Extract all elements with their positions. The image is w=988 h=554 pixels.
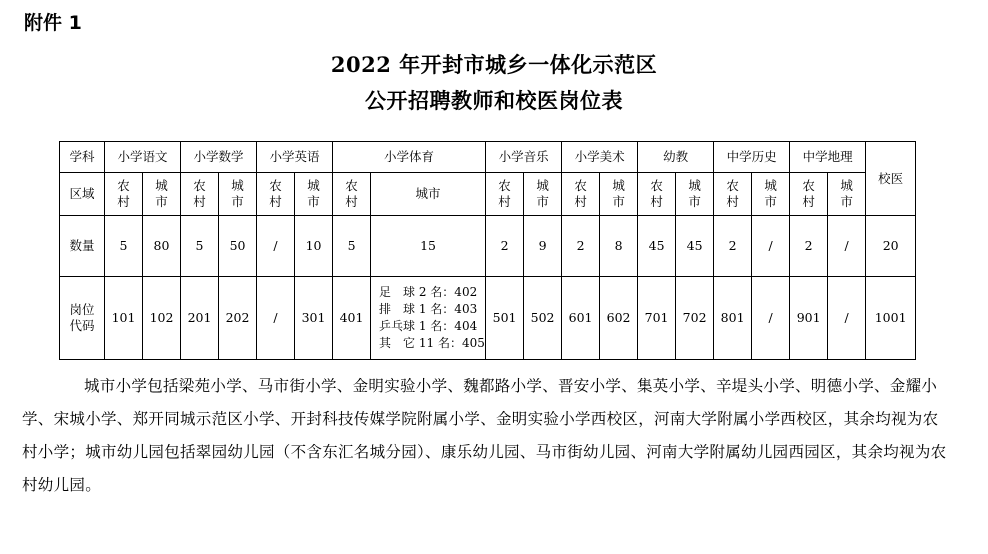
pe-code-line: 乒乓球 1 名：404 <box>379 319 478 333</box>
quantity-cell: 9 <box>524 216 562 277</box>
region-rural: 农 村 <box>790 173 828 216</box>
row-label-quantity: 数量 <box>60 216 105 277</box>
pe-urban-codes <box>371 277 486 360</box>
code-cell: / <box>752 277 790 360</box>
subject-header: 小学语文 <box>105 142 181 173</box>
row-label-code: 岗位 代码 <box>60 277 105 360</box>
code-cell: 301 <box>295 277 333 360</box>
quantity-cell: 15 <box>371 216 486 277</box>
code-cell: 202 <box>219 277 257 360</box>
quantity-cell: 80 <box>143 216 181 277</box>
positions-table <box>59 141 916 360</box>
subject-header: 小学英语 <box>257 142 333 173</box>
code-cell: 702 <box>676 277 714 360</box>
quantity-cell: / <box>752 216 790 277</box>
quantity-cell: 45 <box>638 216 676 277</box>
region-urban: 城 市 <box>295 173 333 216</box>
subject-header-school-doctor: 校医 <box>866 142 916 216</box>
quantity-cell: 2 <box>790 216 828 277</box>
region-rural: 农 村 <box>333 173 371 216</box>
pe-code-line: 足 球 2 名：402 <box>379 285 478 300</box>
code-cell: 701 <box>638 277 676 360</box>
quantity-cell: 8 <box>600 216 638 277</box>
quantity-cell: / <box>828 216 866 277</box>
region-rural: 农 村 <box>562 173 600 216</box>
quantity-cell: 5 <box>105 216 143 277</box>
region-rural: 农 村 <box>714 173 752 216</box>
code-cell: 901 <box>790 277 828 360</box>
region-rural: 农 村 <box>638 173 676 216</box>
document-title-line2: 公开招聘教师和校医岗位表 <box>365 88 623 113</box>
subject-header: 中学历史 <box>714 142 790 173</box>
region-rural: 农 村 <box>486 173 524 216</box>
subject-header: 小学数学 <box>181 142 257 173</box>
code-cell: / <box>257 277 295 360</box>
notes-paragraph: 城市小学包括梁苑小学、马市街小学、金明实验小学、魏都路小学、晋安小学、集英小学、辛堤头小学、明德小学、金耀小学、宋城小学、郑开同城示范区小学、开封科技传媒学院附属小学、金明实验小学西校区，河南大学附属小学西校区，其余均视为农村小学；城市幼儿园包括翠园幼儿园（不含东汇名城分园）、康乐幼儿园、马市街幼儿园、河南大学附属幼儿园西园区，其余均视为农村幼儿园。 <box>22 377 947 494</box>
region-urban-pe: 城市 <box>371 173 486 216</box>
pe-code-line: 排 球 1 名：403 <box>379 302 478 317</box>
quantity-cell: 2 <box>562 216 600 277</box>
quantity-cell: 50 <box>219 216 257 277</box>
quantity-cell: 5 <box>333 216 371 277</box>
subject-header: 小学音乐 <box>486 142 562 173</box>
code-cell: / <box>828 277 866 360</box>
code-cell: 601 <box>562 277 600 360</box>
code-cell: 801 <box>714 277 752 360</box>
table-row-codes <box>60 277 916 360</box>
region-rural: 农 村 <box>257 173 295 216</box>
region-urban: 城 市 <box>143 173 181 216</box>
quantity-cell: 45 <box>676 216 714 277</box>
region-urban: 城 市 <box>524 173 562 216</box>
subject-header: 幼教 <box>638 142 714 173</box>
row-label-subject: 学科 <box>60 142 105 173</box>
subject-header: 中学地理 <box>790 142 866 173</box>
code-cell: 201 <box>181 277 219 360</box>
table-row-quantity <box>60 216 916 277</box>
code-cell: 501 <box>486 277 524 360</box>
region-urban: 城 市 <box>600 173 638 216</box>
region-urban: 城 市 <box>219 173 257 216</box>
region-urban: 城 市 <box>676 173 714 216</box>
code-cell: 101 <box>105 277 143 360</box>
pe-code-line: 其 它 11 名：405 <box>379 335 485 350</box>
document-title-line1: 2022 年开封市城乡一体化示范区 <box>330 52 658 77</box>
quantity-cell: 20 <box>866 216 916 277</box>
quantity-cell: / <box>257 216 295 277</box>
notes-section <box>22 370 948 502</box>
quantity-cell: 10 <box>295 216 333 277</box>
quantity-cell: 2 <box>714 216 752 277</box>
code-cell: 102 <box>143 277 181 360</box>
region-rural: 农 村 <box>181 173 219 216</box>
quantity-cell: 2 <box>486 216 524 277</box>
subject-header: 小学体育 <box>333 142 486 173</box>
table-row-subjects <box>60 142 916 173</box>
region-urban: 城 市 <box>752 173 790 216</box>
quantity-cell: 5 <box>181 216 219 277</box>
region-rural: 农 村 <box>105 173 143 216</box>
code-cell: 1001 <box>866 277 916 360</box>
attachment-label: 附件 1 <box>24 12 82 34</box>
code-cell: 602 <box>600 277 638 360</box>
row-label-region: 区域 <box>60 173 105 216</box>
code-cell: 401 <box>333 277 371 360</box>
table-row-region <box>60 173 916 216</box>
subject-header: 小学美术 <box>562 142 638 173</box>
code-cell: 502 <box>524 277 562 360</box>
region-urban: 城 市 <box>828 173 866 216</box>
